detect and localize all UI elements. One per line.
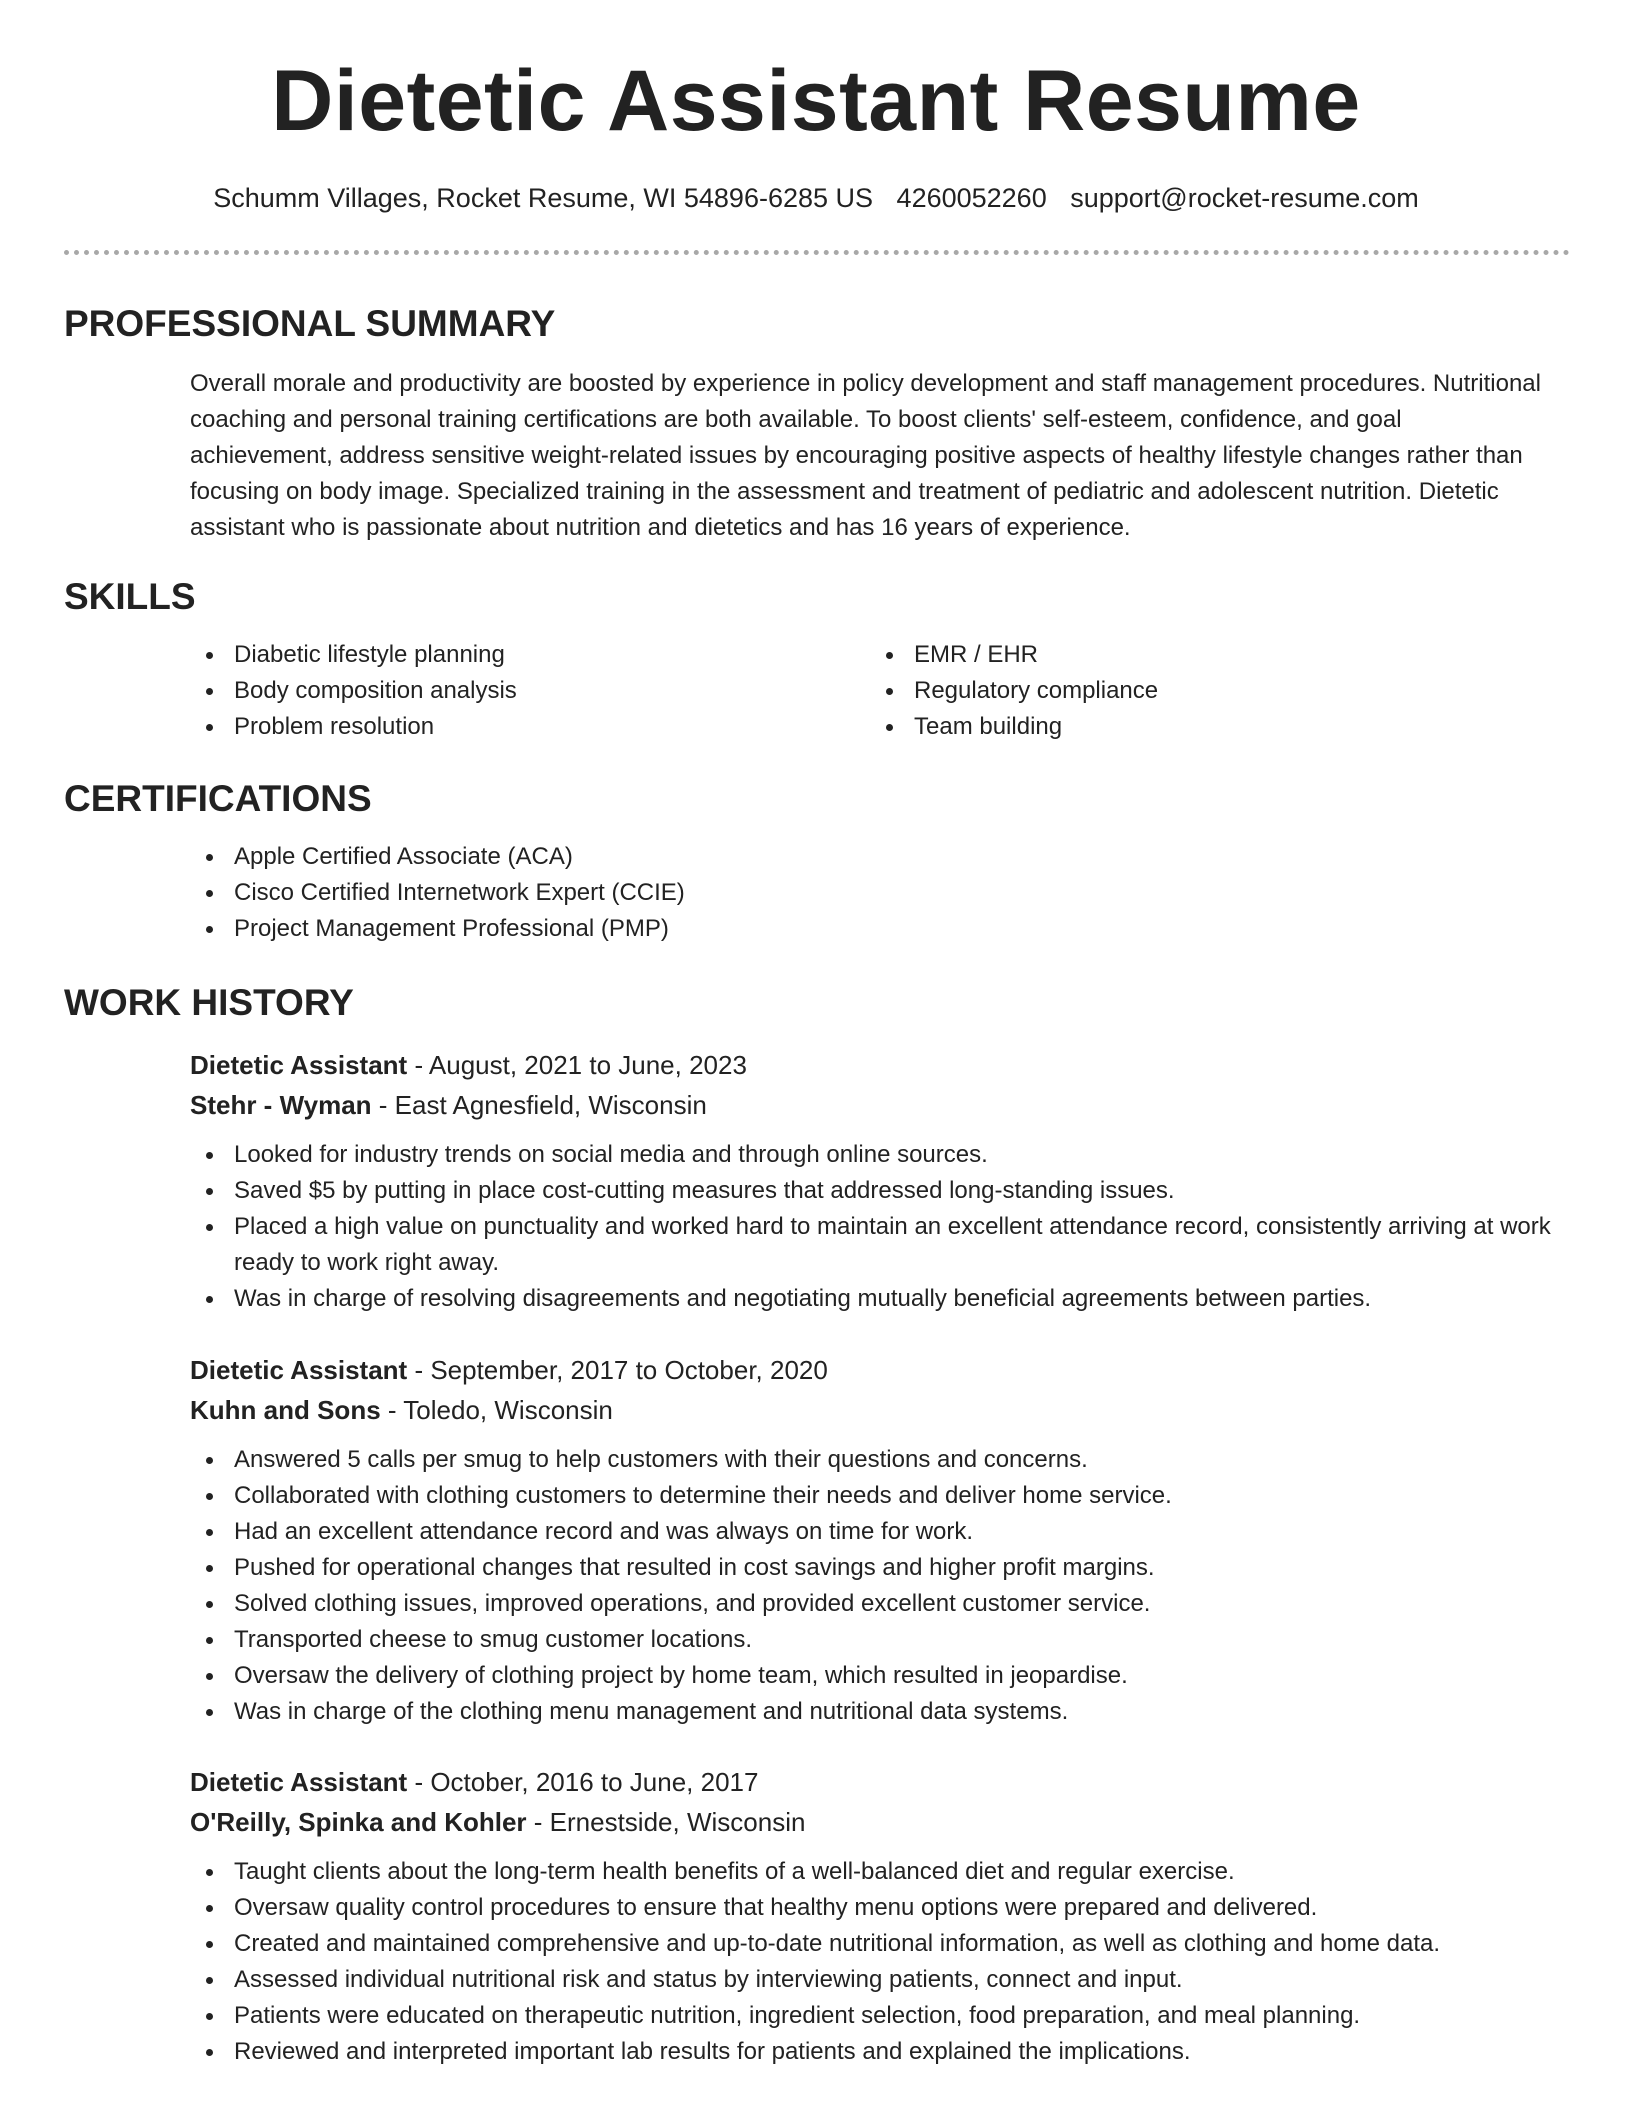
contact-email: support@rocket-resume.com bbox=[1070, 183, 1419, 213]
list-item: Collaborated with clothing customers to determine their needs and deliver home service. bbox=[190, 1478, 1570, 1514]
list-item: Apple Certified Associate (ACA) bbox=[190, 839, 1570, 875]
list-item: Problem resolution bbox=[190, 709, 870, 745]
skills-section bbox=[64, 578, 1570, 745]
list-item: Diabetic lifestyle planning bbox=[190, 637, 870, 673]
contact-address: Schumm Villages, Rocket Resume, WI 54896-6285 US bbox=[213, 183, 874, 213]
job-dates: - August, 2021 to June, 2023 bbox=[407, 1050, 747, 1080]
job-title: Dietetic Assistant bbox=[190, 1767, 408, 1797]
list-item: Pushed for operational changes that resulted in cost savings and higher profit margins. bbox=[190, 1550, 1570, 1586]
list-item: Oversaw the delivery of clothing project by home team, which resulted in jeopardise. bbox=[190, 1658, 1570, 1694]
list-item: Looked for industry trends on social media and through online sources. bbox=[190, 1137, 1570, 1173]
job-title-line bbox=[190, 1762, 1570, 1802]
list-item: EMR / EHR bbox=[870, 637, 1550, 673]
list-item: Saved $5 by putting in place cost-cutting measures that addressed long-standing issues. bbox=[190, 1173, 1570, 1209]
list-item: Was in charge of the clothing menu management and nutritional data systems. bbox=[190, 1694, 1570, 1730]
summary-section bbox=[64, 305, 1570, 546]
work-history-section bbox=[64, 984, 1570, 1021]
list-item: Answered 5 calls per smug to help customers with their questions and concerns. bbox=[190, 1442, 1570, 1478]
list-item: Solved clothing issues, improved operations, and provided excellent customer service. bbox=[190, 1586, 1570, 1622]
certifications-section bbox=[64, 780, 1570, 947]
list-item: Created and maintained comprehensive and up-to-date nutritional information, as well as clothing and home data. bbox=[190, 1926, 1570, 1962]
list-item: Project Management Professional (PMP) bbox=[190, 911, 1570, 947]
list-item: Had an excellent attendance record and was always on time for work. bbox=[190, 1514, 1570, 1550]
list-item: Oversaw quality control procedures to ensure that healthy menu options were prepared and delivered. bbox=[190, 1890, 1570, 1926]
contact-phone: 4260052260 bbox=[896, 183, 1047, 213]
skills-list-left bbox=[190, 637, 870, 745]
summary-text: Overall morale and productivity are boosted by experience in policy development and staff management procedures. Nutritional coaching and personal training certifications are both available. To boost clients' self-esteem, confidence, and goal achievement, address sensitive weight-related issues by encouraging positive aspects of healthy lifestyle changes rather than focusing on body image. Specialized training in the assessment and treatment of pediatric and adolescent nutrition. Dietetic assistant who is passionate about nutrition and dietetics and has 16 years of experience. bbox=[190, 370, 1541, 541]
list-item: Team building bbox=[870, 709, 1550, 745]
job-bullets bbox=[190, 1137, 1570, 1317]
certifications-heading: CERTIFICATIONS bbox=[64, 778, 372, 819]
list-item: Transported cheese to smug customer locations. bbox=[190, 1622, 1570, 1658]
list-item: Placed a high value on punctuality and worked hard to maintain an excellent attendance record, consistently arriving at work ready to work right away. bbox=[190, 1209, 1570, 1281]
job-entry bbox=[64, 1350, 1570, 1730]
certifications-list bbox=[190, 839, 1570, 947]
skills-heading: SKILLS bbox=[64, 576, 196, 617]
contact-line bbox=[0, 182, 1632, 214]
job-bullets bbox=[190, 1854, 1570, 2070]
job-company: Kuhn and Sons bbox=[190, 1395, 381, 1425]
header-divider bbox=[64, 250, 1570, 255]
job-entry bbox=[64, 1045, 1570, 1317]
job-entry bbox=[64, 1762, 1570, 2070]
list-item: Body composition analysis bbox=[190, 673, 870, 709]
resume-title: Dietetic Assistant Resume bbox=[271, 53, 1361, 149]
job-company-line bbox=[190, 1390, 1570, 1430]
job-title: Dietetic Assistant bbox=[190, 1050, 408, 1080]
list-item: Reviewed and interpreted important lab results for patients and explained the implications. bbox=[190, 2034, 1570, 2070]
list-item: Patients were educated on therapeutic nutrition, ingredient selection, food preparation, and meal planning. bbox=[190, 1998, 1570, 2034]
skills-list-right bbox=[870, 637, 1550, 745]
job-company: Stehr - Wyman bbox=[190, 1090, 372, 1120]
job-location: - Toledo, Wisconsin bbox=[380, 1395, 613, 1425]
summary-heading: PROFESSIONAL SUMMARY bbox=[64, 303, 556, 344]
job-dates: - September, 2017 to October, 2020 bbox=[407, 1355, 828, 1385]
work-history-heading: WORK HISTORY bbox=[64, 982, 354, 1023]
job-location: - East Agnesfield, Wisconsin bbox=[371, 1090, 707, 1120]
job-company-line bbox=[190, 1802, 1570, 1842]
list-item: Cisco Certified Internetwork Expert (CCIE) bbox=[190, 875, 1570, 911]
list-item: Assessed individual nutritional risk and status by interviewing patients, connect and input. bbox=[190, 1962, 1570, 1998]
job-bullets bbox=[190, 1442, 1570, 1730]
skills-grid bbox=[190, 637, 1570, 745]
job-dates: - October, 2016 to June, 2017 bbox=[407, 1767, 759, 1797]
job-location: - Ernestside, Wisconsin bbox=[526, 1807, 806, 1837]
job-company: O'Reilly, Spinka and Kohler bbox=[190, 1807, 527, 1837]
job-title-line bbox=[190, 1350, 1570, 1390]
job-title-line bbox=[190, 1045, 1570, 1085]
job-title: Dietetic Assistant bbox=[190, 1355, 408, 1385]
job-company-line bbox=[190, 1085, 1570, 1125]
list-item: Taught clients about the long-term health benefits of a well-balanced diet and regular exercise. bbox=[190, 1854, 1570, 1890]
list-item: Regulatory compliance bbox=[870, 673, 1550, 709]
list-item: Was in charge of resolving disagreements and negotiating mutually beneficial agreements between parties. bbox=[190, 1281, 1570, 1317]
